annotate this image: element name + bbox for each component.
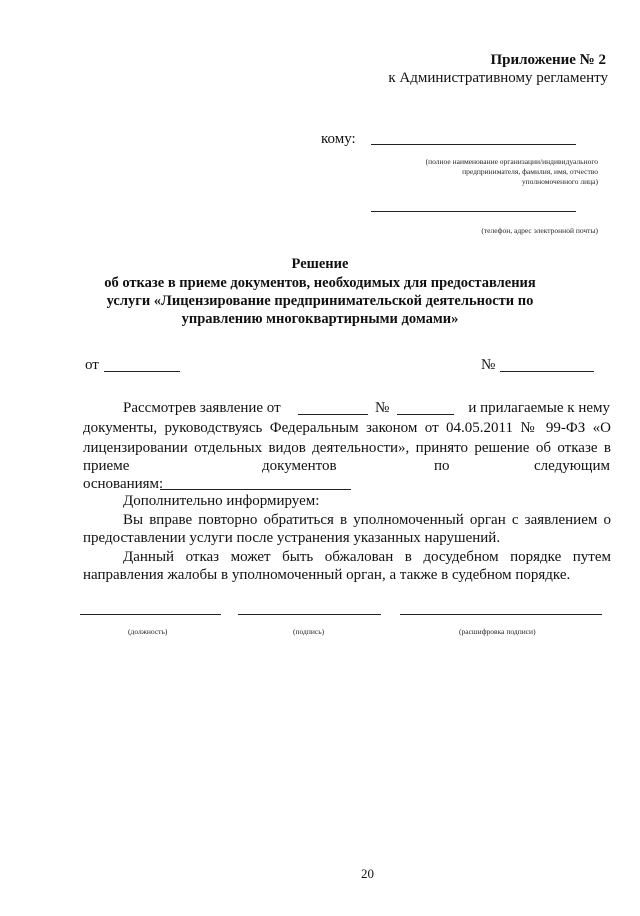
body-p1-line3: лицензировании отдельных видов деятельности», принято решение об отказе в bbox=[83, 440, 611, 456]
decision-subtitle-1: об отказе в приеме документов, необходимых для предоставления bbox=[104, 275, 536, 291]
position-line bbox=[80, 614, 221, 615]
body-p3-line2: предоставлении услуги после устранения указанных нарушений. bbox=[83, 530, 501, 546]
decision-subtitle-2: услуги «Лицензирование предпринимательской деятельности по bbox=[106, 293, 534, 309]
body-p1-b: и прилагаемые к нему bbox=[468, 400, 610, 416]
body-date-blank bbox=[298, 414, 368, 415]
position-caption: (должность) bbox=[128, 627, 168, 636]
decision-subtitle-3: управлению многоквартирными домами» bbox=[181, 311, 459, 327]
appendix-title: Приложение № 2 bbox=[490, 52, 606, 68]
body-word-priem: приеме bbox=[83, 458, 130, 474]
date-blank bbox=[104, 371, 180, 372]
page-number: 20 bbox=[361, 866, 374, 881]
body-p4-line2: направления жалобы в уполномоченный орган, а также в судебном порядке. bbox=[83, 567, 571, 583]
body-p1-a: Рассмотрев заявление от bbox=[123, 400, 281, 416]
contact-line bbox=[371, 211, 576, 212]
recipient-hint-2: предпринимателя, фамилия, имя, отчество bbox=[462, 167, 598, 176]
body-grounds-label: основаниям: bbox=[83, 476, 164, 492]
to-label: кому: bbox=[321, 131, 356, 147]
decision-title: Решение bbox=[291, 256, 349, 272]
from-label: от bbox=[85, 357, 99, 373]
recipient-line bbox=[371, 144, 576, 145]
body-additional-info: Дополнительно информируем: bbox=[123, 493, 320, 509]
body-number-blank bbox=[397, 414, 454, 415]
body-p3-line1: Вы вправе повторно обратиться в уполномоченный орган с заявлением о bbox=[123, 512, 611, 528]
body-word-po: по bbox=[434, 458, 450, 474]
decoding-caption: (расшифровка подписи) bbox=[459, 627, 536, 636]
contact-hint: (телефон, адрес электронной почты) bbox=[481, 226, 598, 235]
body-word-following: следующим bbox=[533, 458, 610, 474]
decoding-line bbox=[400, 614, 602, 615]
body-p4-line1: Данный отказ может быть обжалован в досудебном порядке путем bbox=[123, 549, 611, 565]
recipient-hint-1: (полное наименование организации/индивидуального bbox=[425, 157, 598, 166]
signature-line bbox=[238, 614, 381, 615]
number-blank bbox=[500, 371, 594, 372]
body-p1-line2: документы, руководствуясь Федеральным законом от 04.05.2011 № 99-ФЗ «О bbox=[83, 420, 611, 436]
body-word-documents: документов bbox=[262, 458, 337, 474]
number-label: № bbox=[481, 357, 496, 373]
grounds-blank bbox=[160, 489, 351, 490]
signature-caption: (подпись) bbox=[293, 627, 325, 636]
regulation-reference: к Административному регламенту bbox=[388, 70, 608, 86]
recipient-hint-3: уполномоченного лица) bbox=[521, 177, 598, 186]
body-p1-num: № bbox=[375, 400, 390, 416]
